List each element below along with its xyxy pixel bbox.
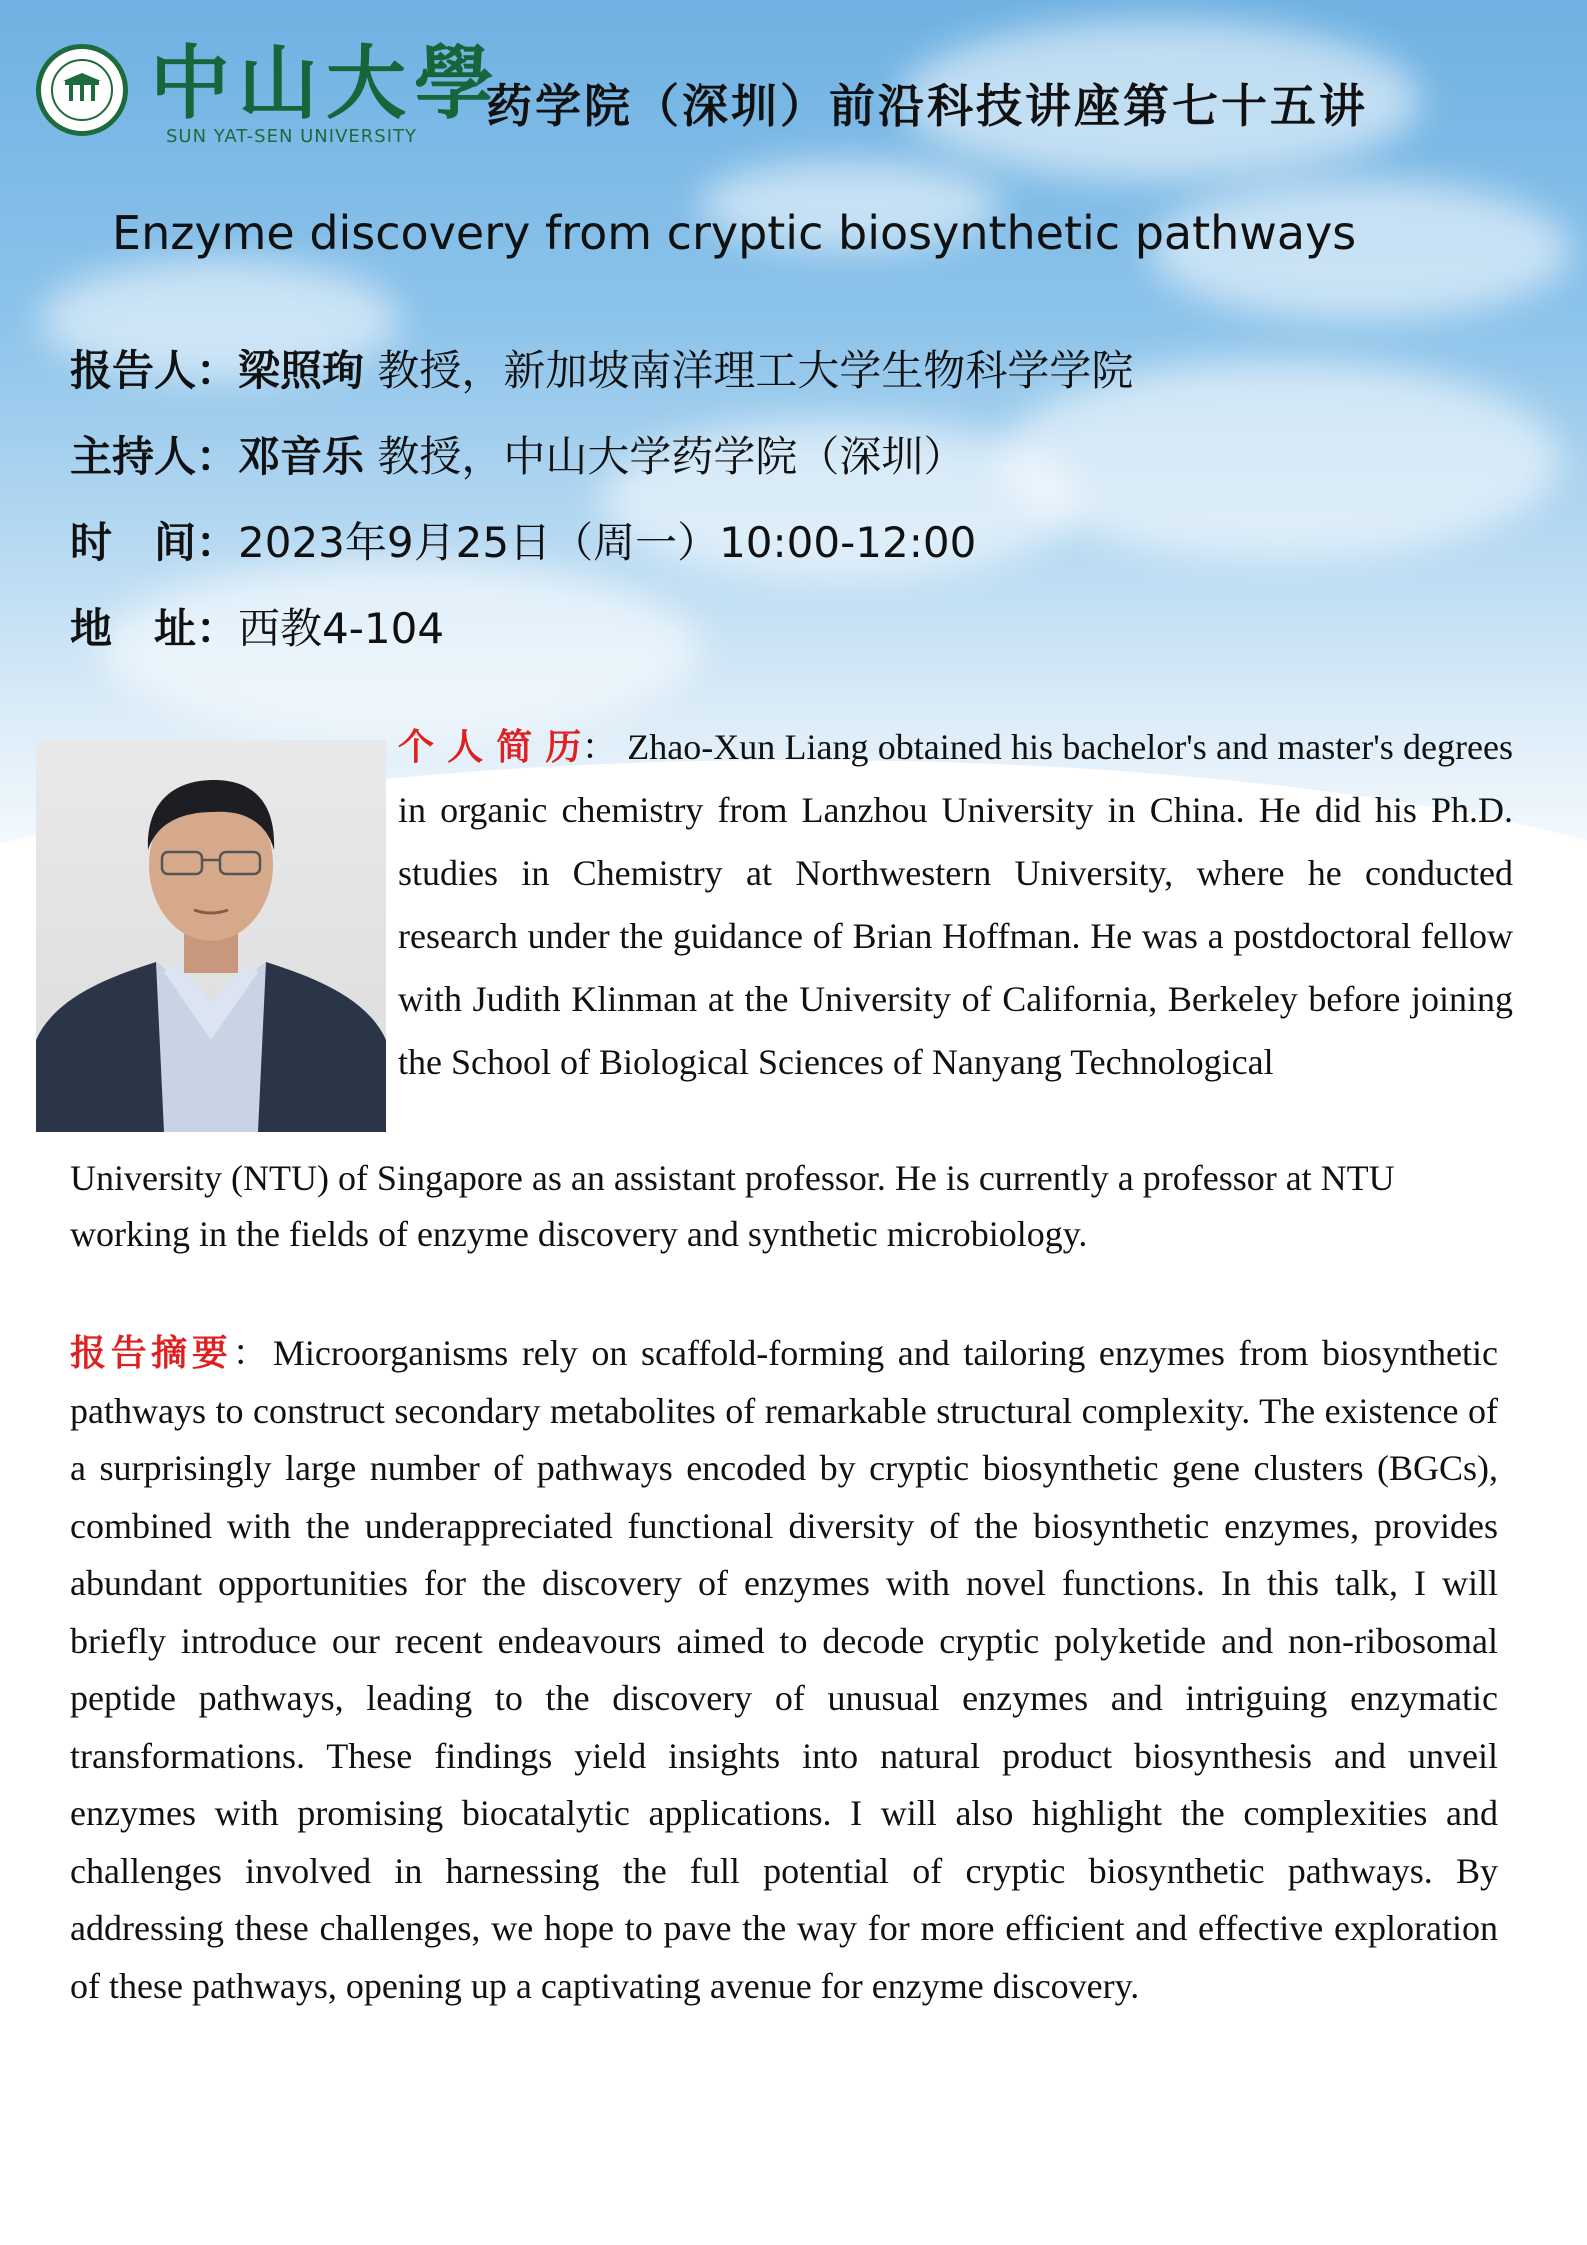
time-value: 2023年9月25日（周一）10:00-12:00 — [238, 518, 977, 567]
bio-colon: ： — [581, 727, 628, 767]
time-label: 时 间： — [70, 518, 239, 567]
speaker-photo — [36, 740, 386, 1132]
host-label: 主持人： — [70, 432, 239, 481]
place-line — [70, 596, 444, 656]
abstract-paragraph — [70, 1325, 1498, 2015]
university-name-cn: 中山大學 — [150, 36, 502, 130]
speaker-name: 梁照珣 — [238, 346, 365, 395]
university-seal-icon — [36, 44, 128, 136]
speaker-label: 报告人： — [70, 346, 239, 395]
lecture-title: Enzyme discovery from cryptic biosynthetic pathways — [112, 206, 1357, 260]
bio-text-part2: University (NTU) of Singapore as an assistant professor. He is currently a professor at NTU working in the fields of enzyme discovery and synthetic microbiology. — [70, 1158, 1395, 1254]
abstract-text: Microorganisms rely on scaffold-forming and tailoring enzymes from biosynthetic pathways to construct secondary metabolites of remarkable structural complexity. The existence of a surprisingly large number of pathways encoded by cryptic biosynthetic gene clusters (BGCs), combined with the underappreciated functional diversity of the biosynthetic enzymes, provides abundant opportunities for the discovery of enzymes with novel functions. In this talk, I will briefly introduce our recent endeavours aimed to decode cryptic polyketide and non-ribosomal peptide pathways, leading to the discovery of unusual enzymes and intriguing enzymatic transformations. These findings yield insights into natural product biosynthesis and unveil enzymes with promising biocatalytic applications. I will also highlight the complexities and challenges involved in harnessing the full potential of cryptic biosynthetic pathways. By addressing these challenges, we hope to pave the way for more efficient and effective exploration of these pathways, opening up a captivating avenue for enzyme discovery. — [70, 1333, 1498, 2006]
host-affiliation: 教授，中山大学药学院（深圳） — [364, 432, 966, 481]
bio-text-part1: Zhao-Xun Liang obtained his bachelor's and master's degrees in organic chemistry from Lanzhou University in China. He did his Ph.D. studies in Chemistry at Northwestern University, where he conducted research under the guidance of Brian Hoffman. He was a postdoctoral fellow with Judith Klinman at the University of California, Berkeley before joining the School of Biological Sciences of Nanyang Technological — [398, 727, 1513, 1082]
speaker-affiliation: 教授，新加坡南洋理工大学生物科学学院 — [364, 346, 1134, 395]
speaker-line — [70, 338, 1133, 398]
host-name: 邓音乐 — [238, 432, 365, 481]
time-line — [70, 510, 976, 570]
bio-label: 个 人 简 历 — [398, 727, 582, 768]
lecture-series: 药学院（深圳）前沿科技讲座第七十五讲 — [486, 79, 1368, 133]
host-line — [70, 424, 965, 484]
bio-paragraph — [398, 716, 1513, 1094]
bio-paragraph-continued — [70, 1150, 1490, 1262]
university-name-en: SUN YAT-SEN UNIVERSITY — [166, 126, 417, 147]
place-label: 地 址： — [70, 604, 239, 653]
abstract-colon: ： — [232, 1333, 273, 1373]
abstract-label: 报告摘要 — [70, 1333, 233, 1374]
place-value: 西教4-104 — [238, 604, 445, 653]
